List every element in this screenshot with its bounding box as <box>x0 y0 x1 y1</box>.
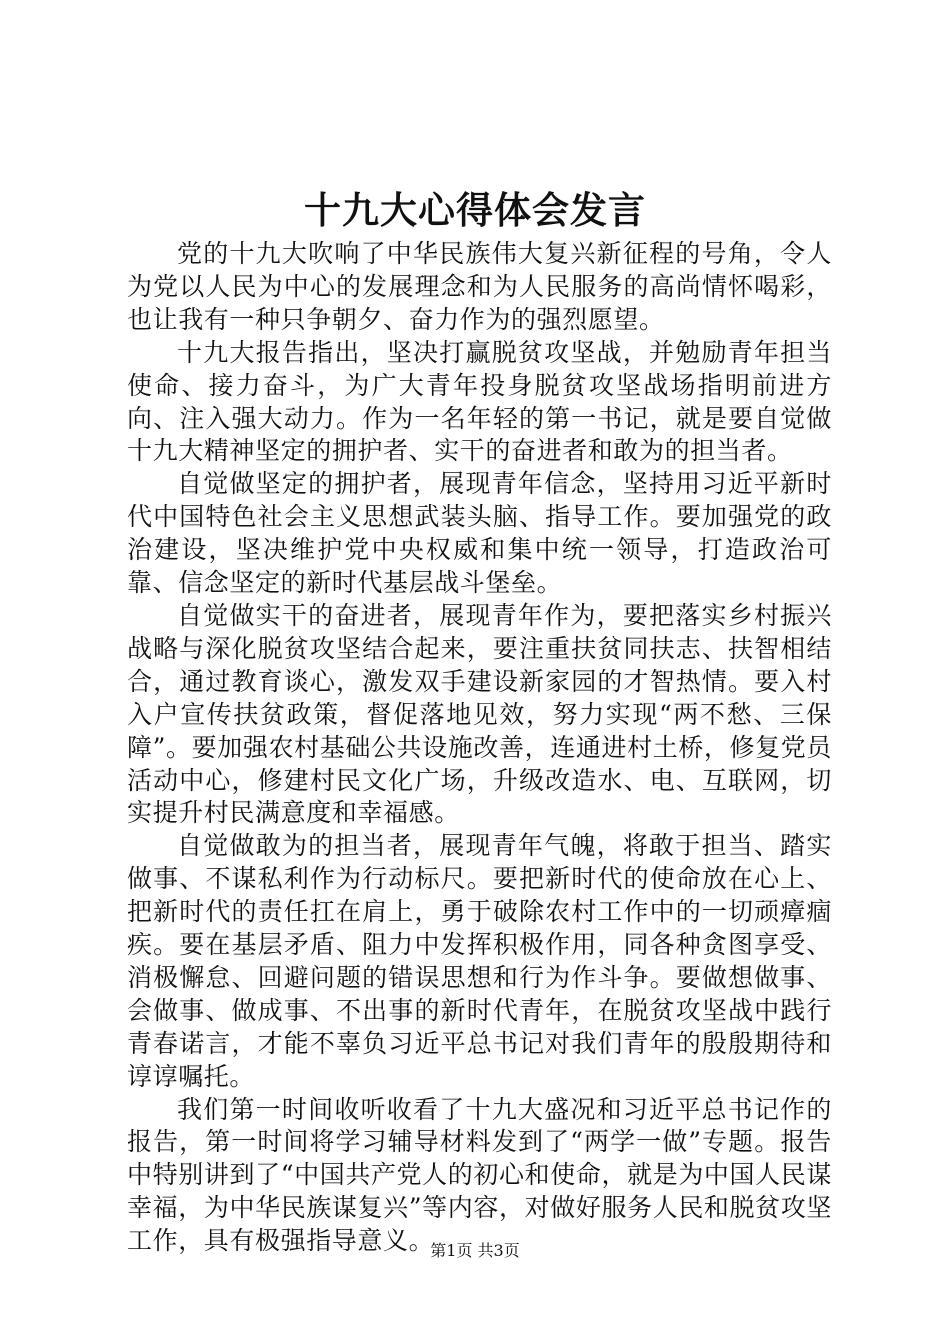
paragraph-3: 自觉做坚定的拥护者，展现青年信念，坚持用习近平新时代中国特色社会主义思想武装头脑、指导工作。要加强党的政治建设，坚决维护党中央权威和集中统一领导，打造政治可靠、信念坚定的新时代基层战斗堡垒。 <box>127 469 832 598</box>
paragraph-1: 党的十九大吹响了中华民族伟大复兴新征程的号角，令人为党以人民为中心的发展理念和为人民服务的高尚情怀喝彩，也让我有一种只争朝夕、奋力作为的强烈愿望。 <box>127 239 832 334</box>
document-title: 十九大心得体会发言 <box>304 188 646 232</box>
paragraph-2: 十九大报告指出，坚决打赢脱贫攻坚战，并勉励青年担当使命、接力奋斗，为广大青年投身脱贫攻坚战场指明前进方向、注入强大动力。作为一名年轻的第一书记，就是要自觉做十九大精神坚定的拥护者、实干的奋进者和敢为的担当者。 <box>127 337 832 466</box>
paragraph-5: 自觉做敢为的担当者，展现青年气魄，将敢于担当、踏实做事、不谋私利作为行动标尺。要把新时代的使命放在心上、把新时代的责任扛在肩上，勇于破除农村工作中的一切顽瘴痼疾。要在基层矛盾、阻力中发挥积极作用，同各种贪图享受、消极懈怠、回避问题的错误思想和行为作斗争。要做想做事、会做事、做成事、不出事的新时代青年，在脱贫攻坚战中践行青春诺言，才能不辜负习近平总书记对我们青年的殷殷期待和谆谆嘱托。 <box>127 831 832 1091</box>
page-number-footer: 第1页 共3页 <box>430 1241 520 1260</box>
document-body <box>127 238 832 1258</box>
paragraph-4: 自觉做实干的奋进者，展现青年作为，要把落实乡村振兴战略与深化脱贫攻坚结合起来，要注重扶贫同扶志、扶智相结合，通过教育谈心，激发双手建设新家园的才智热情。要入村入户宣传扶贫政策，督促落地见效，努力实现“两不愁、三保障”。要加强农村基础公共设施改善，连通进村土桥，修复党员活动中心，修建村民文化广场，升级改造水、电、互联网，切实提升村民满意度和幸福感。 <box>127 600 832 828</box>
paragraph-6: 我们第一时间收听收看了十九大盛况和习近平总书记作的报告，第一时间将学习辅导材料发到了“两学一做”专题。报告中特别讲到了“中国共产党人的初心和使命，就是为中国人民谋幸福，为中华民族谋复兴”等内容，对做好服务人民和脱贫攻坚工作，具有极强指导意义。 <box>127 1094 832 1256</box>
